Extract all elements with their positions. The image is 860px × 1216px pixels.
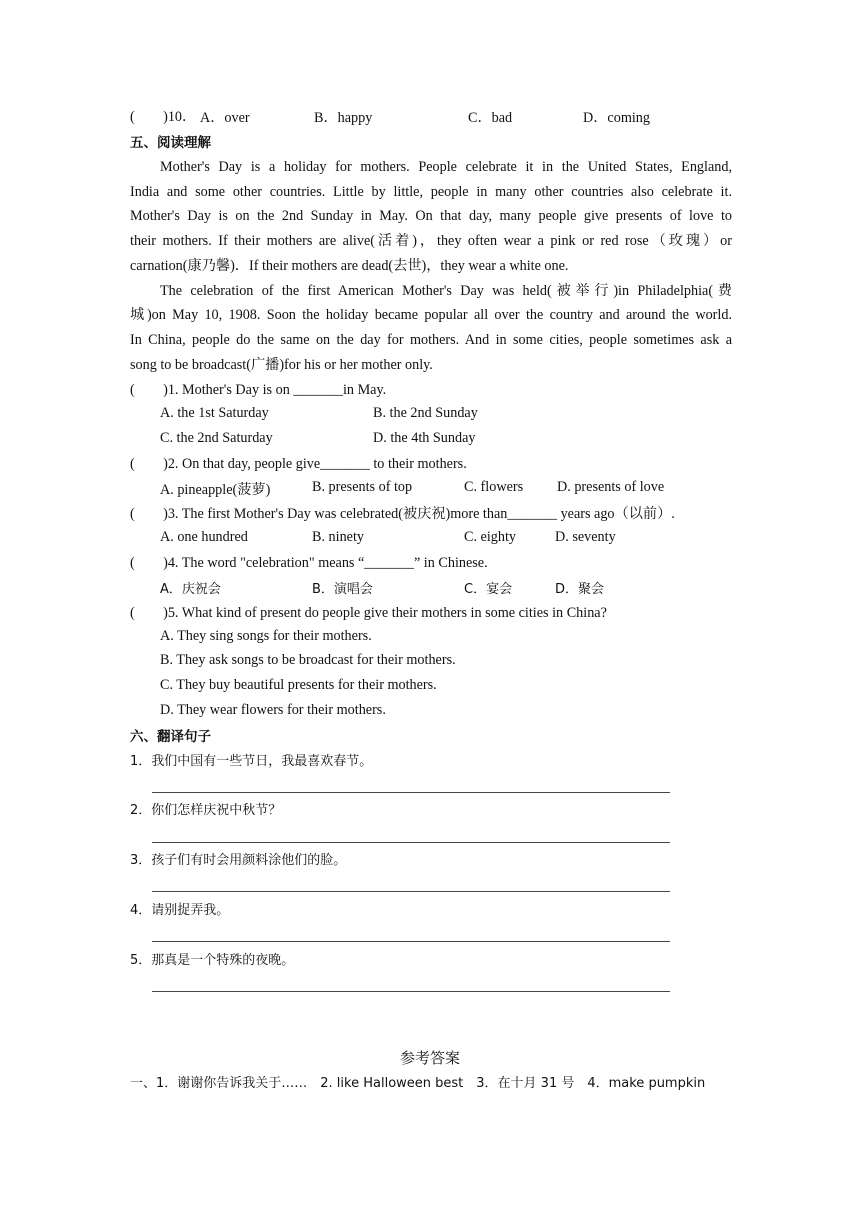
answer-blank-line[interactable] bbox=[152, 842, 670, 843]
answers-title: 参考答案 bbox=[399, 1049, 460, 1067]
option-c: C．bad bbox=[468, 110, 513, 126]
option-a: A．庆祝会 bbox=[160, 582, 221, 597]
question-stem: ( )2. On that day, people give_______ to their mothers. bbox=[130, 456, 467, 472]
section-5-heading: 五、阅读理解 bbox=[130, 135, 211, 151]
option-d: D. seventy bbox=[555, 529, 616, 545]
answer-blank-line[interactable] bbox=[152, 891, 670, 892]
translation-prompt: 2．你们怎样庆祝中秋节？ bbox=[130, 803, 282, 818]
option-a: A．over bbox=[200, 110, 250, 126]
question-stem: ( )1. Mother's Day is on _______in May. bbox=[130, 382, 387, 398]
option-c: C. the 2nd Saturday bbox=[160, 430, 273, 446]
question-stem: ( )4. The word "celebration" means “_______” in Chinese. bbox=[130, 555, 488, 571]
option-a: A. They sing songs for their mothers. bbox=[160, 628, 372, 644]
translation-prompt: 5．那真是一个特殊的夜晚。 bbox=[130, 953, 295, 968]
option-c: C. They buy beautiful presents for their mothers. bbox=[160, 677, 437, 693]
section-6-heading: 六、翻译句子 bbox=[130, 729, 211, 745]
translation-prompt: 4．请别捉弄我。 bbox=[130, 903, 230, 918]
translation-prompt: 1．我们中国有一些节日，我最喜欢春节。 bbox=[130, 754, 373, 769]
answer-blank-line[interactable] bbox=[152, 941, 670, 942]
option-b: B. ninety bbox=[312, 529, 365, 545]
option-b: B. presents of top bbox=[312, 479, 413, 495]
option-a: A. pineapple(菠萝) bbox=[160, 482, 271, 498]
option-c: C. flowers bbox=[464, 479, 524, 495]
option-d: D. They wear flowers for their mothers. bbox=[160, 702, 386, 718]
option-b: B．演唱会 bbox=[312, 582, 373, 597]
option-d: D．coming bbox=[583, 110, 650, 126]
option-c: C. eighty bbox=[464, 529, 517, 545]
answer-blank-line[interactable] bbox=[152, 792, 670, 793]
option-a: A. one hundred bbox=[160, 529, 248, 545]
option-b: B. the 2nd Sunday bbox=[373, 405, 478, 421]
passage-line: In China, people do the same on the day for mothers. And in some cities, people sometimes ask a bbox=[130, 332, 732, 348]
option-b: B. They ask songs to be broadcast for their mothers. bbox=[160, 652, 456, 668]
passage-line: Mother's Day is a holiday for mothers. People celebrate it in the United States, England, bbox=[160, 159, 732, 175]
passage-line: their mothers. If their mothers are alive(活着)，they often wear a pink or red rose（玫瑰）or bbox=[130, 233, 732, 249]
option-c: C．宴会 bbox=[464, 582, 513, 597]
answer-blank-line[interactable] bbox=[152, 991, 670, 992]
passage-line: Mother's Day is on the 2nd Sunday in May. On that day, many people give presents of love to bbox=[130, 208, 732, 224]
passage-line: India and some other countries. Little by little, people in many other countries also celebrate it. bbox=[130, 184, 732, 200]
passage-line: The celebration of the first American Mother's Day was held(被举行)in Philadelphia(费 bbox=[160, 283, 732, 299]
question-stem: ( )5. What kind of present do people give their mothers in some cities in China? bbox=[130, 605, 607, 621]
question-stem: ( )3. The first Mother's Day was celebrated(被庆祝)more than_______ years ago（以前）. bbox=[130, 506, 675, 522]
passage-line: carnation(康乃馨)．If their mothers are dead(去世)，they wear a white one. bbox=[130, 258, 569, 274]
option-b: B．happy bbox=[314, 110, 373, 126]
translation-prompt: 3．孩子们有时会用颜料涂他们的脸。 bbox=[130, 853, 347, 868]
question-10-paren: ( )10． bbox=[130, 109, 197, 125]
passage-line: song to be broadcast(广播)for his or her mother only. bbox=[130, 357, 433, 373]
option-d: D．聚会 bbox=[555, 582, 605, 597]
option-d: D. the 4th Sunday bbox=[373, 430, 476, 446]
option-a: A. the 1st Saturday bbox=[160, 405, 269, 421]
option-d: D. presents of love bbox=[557, 479, 665, 495]
passage-line: 城)on May 10, 1908. Soon the holiday became popular all over the country and around the world. bbox=[130, 307, 732, 323]
answers-line: 一、1．谢谢你告诉我关于…… 2. like Halloween best 3．在十月 31 号 4．make pumpkin bbox=[130, 1076, 706, 1091]
